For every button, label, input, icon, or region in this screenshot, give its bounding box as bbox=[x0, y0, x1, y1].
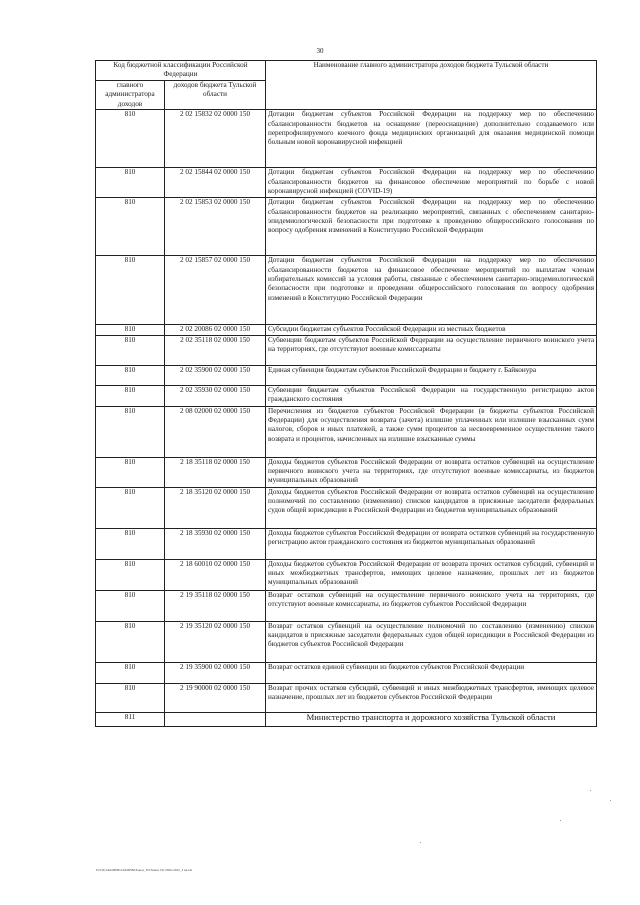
table-row bbox=[96, 365, 597, 385]
table-row bbox=[96, 110, 597, 168]
admin-code-cell: 810 bbox=[96, 365, 165, 385]
revenue-code-cell: 2 18 35118 02 0000 150 bbox=[165, 457, 266, 487]
table-row bbox=[96, 683, 597, 712]
revenue-code-cell: 2 02 35118 02 0000 150 bbox=[165, 335, 266, 365]
admin-code-cell: 810 bbox=[96, 168, 165, 198]
revenue-code-cell: 2 02 15844 02 0000 150 bbox=[165, 168, 266, 198]
revenue-name-cell: Перечисления из бюджетов субъектов Российской Федерации (в бюджеты субъектов Российской Федерации) для осуществления возврата (зачета) излишне уплаченных или излишне взысканных сумм налогов, сборов и иных платежей, а также сумм процентов за несвоевременное осуществление такого возврата и процентов, начисленных на излишне взысканные суммы bbox=[266, 406, 597, 457]
revenue-name-cell: Субвенции бюджетам субъектов Российской Федерации на осуществление первичного воинского учета на территориях, где отсутствуют военные комиссариаты bbox=[266, 335, 597, 365]
revenue-name-cell: Доходы бюджетов субъектов Российской Федерации от возврата остатков субвенций на государственную регистрацию актов гражданского состояния из бюджетов муниципальных образований bbox=[266, 528, 597, 559]
admin-code-cell: 810 bbox=[96, 457, 165, 487]
revenue-name-cell: Возврат остатков субвенций на осуществление полномочий по составлению (изменению) списков кандидатов в присяжные заседатели федеральных судов общей юрисдикции в Российской Федерации из бюджетов субъектов Российской Федерации bbox=[266, 621, 597, 662]
admin-code-cell: 811 bbox=[96, 712, 165, 726]
revenue-code-cell bbox=[165, 712, 266, 726]
page-number: 30 bbox=[316, 47, 324, 55]
header-main-administrator: главного администратора доходов bbox=[96, 81, 165, 110]
revenue-code-cell: 2 02 35900 02 0000 150 bbox=[165, 365, 266, 385]
ministry-name-cell: Министерство транспорта и дорожного хозяйства Тульской области bbox=[266, 712, 597, 726]
revenue-code-cell: 2 02 15832 02 0000 150 bbox=[165, 110, 266, 168]
revenue-name-cell: Возврат остатков субвенций на осуществление первичного воинского учета на территориях, где отсутствуют военные комиссариаты, из бюджетов субъектов Российской Федерации bbox=[266, 590, 597, 621]
table-row bbox=[96, 198, 597, 256]
admin-code-cell: 810 bbox=[96, 559, 165, 590]
table-row bbox=[96, 168, 597, 198]
revenue-name-cell: Дотации бюджетам субъектов Российской Федерации на поддержку мер по обеспечению сбалансированности бюджетов на оснащение (переоснащение) дополнительно создаваемого или перепрофилируемого коечного фонда медицинских организаций для оказания медицинской помощи больным новой коронавирусной инфекцией bbox=[266, 110, 597, 168]
revenue-name-cell: Субсидии бюджетам субъектов Российской Федерации из местных бюджетов bbox=[266, 325, 597, 335]
table-row bbox=[96, 406, 597, 457]
revenue-name-cell: Субвенции бюджетам субъектов Российской Федерации на государственную регистрацию актов гражданского состояния bbox=[266, 385, 597, 406]
table-row bbox=[96, 621, 597, 662]
scan-speck bbox=[610, 800, 611, 801]
file-path-footer: D:\ГД\ЗАКОНЫ\ЗАКОНЫ\Закон_ТО\Закон ТО 2020-2022_3 кв.xls bbox=[96, 868, 193, 872]
header-revenue-code: доходов бюджета Тульской области bbox=[165, 81, 266, 110]
table-row bbox=[96, 559, 597, 590]
revenue-code-cell: 2 18 60010 02 0000 150 bbox=[165, 559, 266, 590]
admin-code-cell: 810 bbox=[96, 683, 165, 712]
table-row bbox=[96, 335, 597, 365]
admin-code-cell: 810 bbox=[96, 198, 165, 256]
revenue-name-cell: Возврат прочих остатков субсидий, субвенций и иных межбюджетных трансфертов, имеющих целевое назначение, прошлых лет из бюджетов субъектов Российской Федерации bbox=[266, 683, 597, 712]
admin-code-cell: 810 bbox=[96, 110, 165, 168]
table-row bbox=[96, 487, 597, 528]
admin-code-cell: 810 bbox=[96, 487, 165, 528]
revenue-administrators-table bbox=[95, 60, 597, 727]
admin-code-cell: 810 bbox=[96, 621, 165, 662]
revenue-code-cell: 2 02 20086 02 0000 150 bbox=[165, 325, 266, 335]
revenue-name-cell: Дотации бюджетам субъектов Российской Федерации на поддержку мер по обеспечению сбалансированности бюджетов на финансовое обеспечение мероприятий по борьбе с новой коронавирусной инфекцией (COVID-19) bbox=[266, 168, 597, 198]
revenue-code-cell: 2 02 35930 02 0000 150 bbox=[165, 385, 266, 406]
scan-speck bbox=[590, 790, 591, 791]
revenue-name-cell: Доходы бюджетов субъектов Российской Федерации от возврата остатков субвенций на осуществление полномочий по составлению (изменению) списков кандидатов в присяжные заседатели федеральных судов общей юрисдикции в Российской Федерации из бюджетов муниципальных образований bbox=[266, 487, 597, 528]
table-row bbox=[96, 662, 597, 683]
revenue-code-cell: 2 08 02000 02 0000 150 bbox=[165, 406, 266, 457]
table-row bbox=[96, 590, 597, 621]
table-row bbox=[96, 457, 597, 487]
revenue-code-cell: 2 18 35930 02 0000 150 bbox=[165, 528, 266, 559]
scan-speck bbox=[560, 820, 561, 821]
revenue-code-cell: 2 02 15853 02 0000 150 bbox=[165, 198, 266, 256]
revenue-code-cell: 2 19 35900 02 0000 150 bbox=[165, 662, 266, 683]
admin-code-cell: 810 bbox=[96, 406, 165, 457]
header-administrator-name: Наименование главного администратора доходов бюджета Тульской области bbox=[266, 61, 597, 110]
admin-code-cell: 810 bbox=[96, 335, 165, 365]
header-row-top bbox=[96, 61, 597, 81]
revenue-code-cell: 2 19 35118 02 0000 150 bbox=[165, 590, 266, 621]
revenue-name-cell: Доходы бюджетов субъектов Российской Федерации от возврата прочих остатков субсидий, субвенций и иных межбюджетных трансфертов, имеющих целевое назначение, прошлых лет из бюджетов муниципальных образований bbox=[266, 559, 597, 590]
admin-code-cell: 810 bbox=[96, 662, 165, 683]
table-row bbox=[96, 385, 597, 406]
table-row bbox=[96, 528, 597, 559]
table-row bbox=[96, 325, 597, 335]
revenue-name-cell: Единая субвенция бюджетам субъектов Российской Федерации и бюджету г. Байконура bbox=[266, 365, 597, 385]
admin-code-cell: 810 bbox=[96, 528, 165, 559]
revenue-name-cell: Возврат остатков единой субвенции из бюджетов субъектов Российской Федерации bbox=[266, 662, 597, 683]
admin-code-cell: 810 bbox=[96, 385, 165, 406]
revenue-name-cell: Дотации бюджетам субъектов Российской Федерации на поддержку мер по обеспечению сбалансированности бюджетов на финансовое обеспечение мероприятий по выплатам членам избирательных комиссий за условия работы, связанные с обеспечением санитарно-эпидемиологической безопасности при подготовке и проведении общероссийского голосования по вопросу одобрения изменений в Конституцию Российской Федерации bbox=[266, 256, 597, 325]
table-row bbox=[96, 256, 597, 325]
table-row-ministry bbox=[96, 712, 597, 726]
admin-code-cell: 810 bbox=[96, 256, 165, 325]
revenue-code-cell: 2 18 35120 02 0000 150 bbox=[165, 487, 266, 528]
revenue-code-cell: 2 02 15857 02 0000 150 bbox=[165, 256, 266, 325]
admin-code-cell: 810 bbox=[96, 590, 165, 621]
revenue-name-cell: Дотации бюджетам субъектов Российской Федерации на поддержку мер по обеспечению сбалансированности бюджетов на реализацию мероприятий, связанных с обеспечением санитарно-эпидемиологической безопасности при подготовке к проведению общероссийского голосования по вопросу одобрения изменений в Конституцию Российской Федерации bbox=[266, 198, 597, 256]
revenue-code-cell: 2 19 35120 02 0000 150 bbox=[165, 621, 266, 662]
revenue-name-cell: Доходы бюджетов субъектов Российской Федерации от возврата остатков субвенций на осуществление первичного воинского учета на территориях, где отсутствуют военные комиссариаты, из бюджетов муниципальных образований bbox=[266, 457, 597, 487]
header-budget-classification-code: Код бюджетной классификации Российской Федерации bbox=[96, 61, 266, 81]
scan-speck bbox=[420, 842, 421, 843]
revenue-code-cell: 2 19 90000 02 0000 150 bbox=[165, 683, 266, 712]
admin-code-cell: 810 bbox=[96, 325, 165, 335]
